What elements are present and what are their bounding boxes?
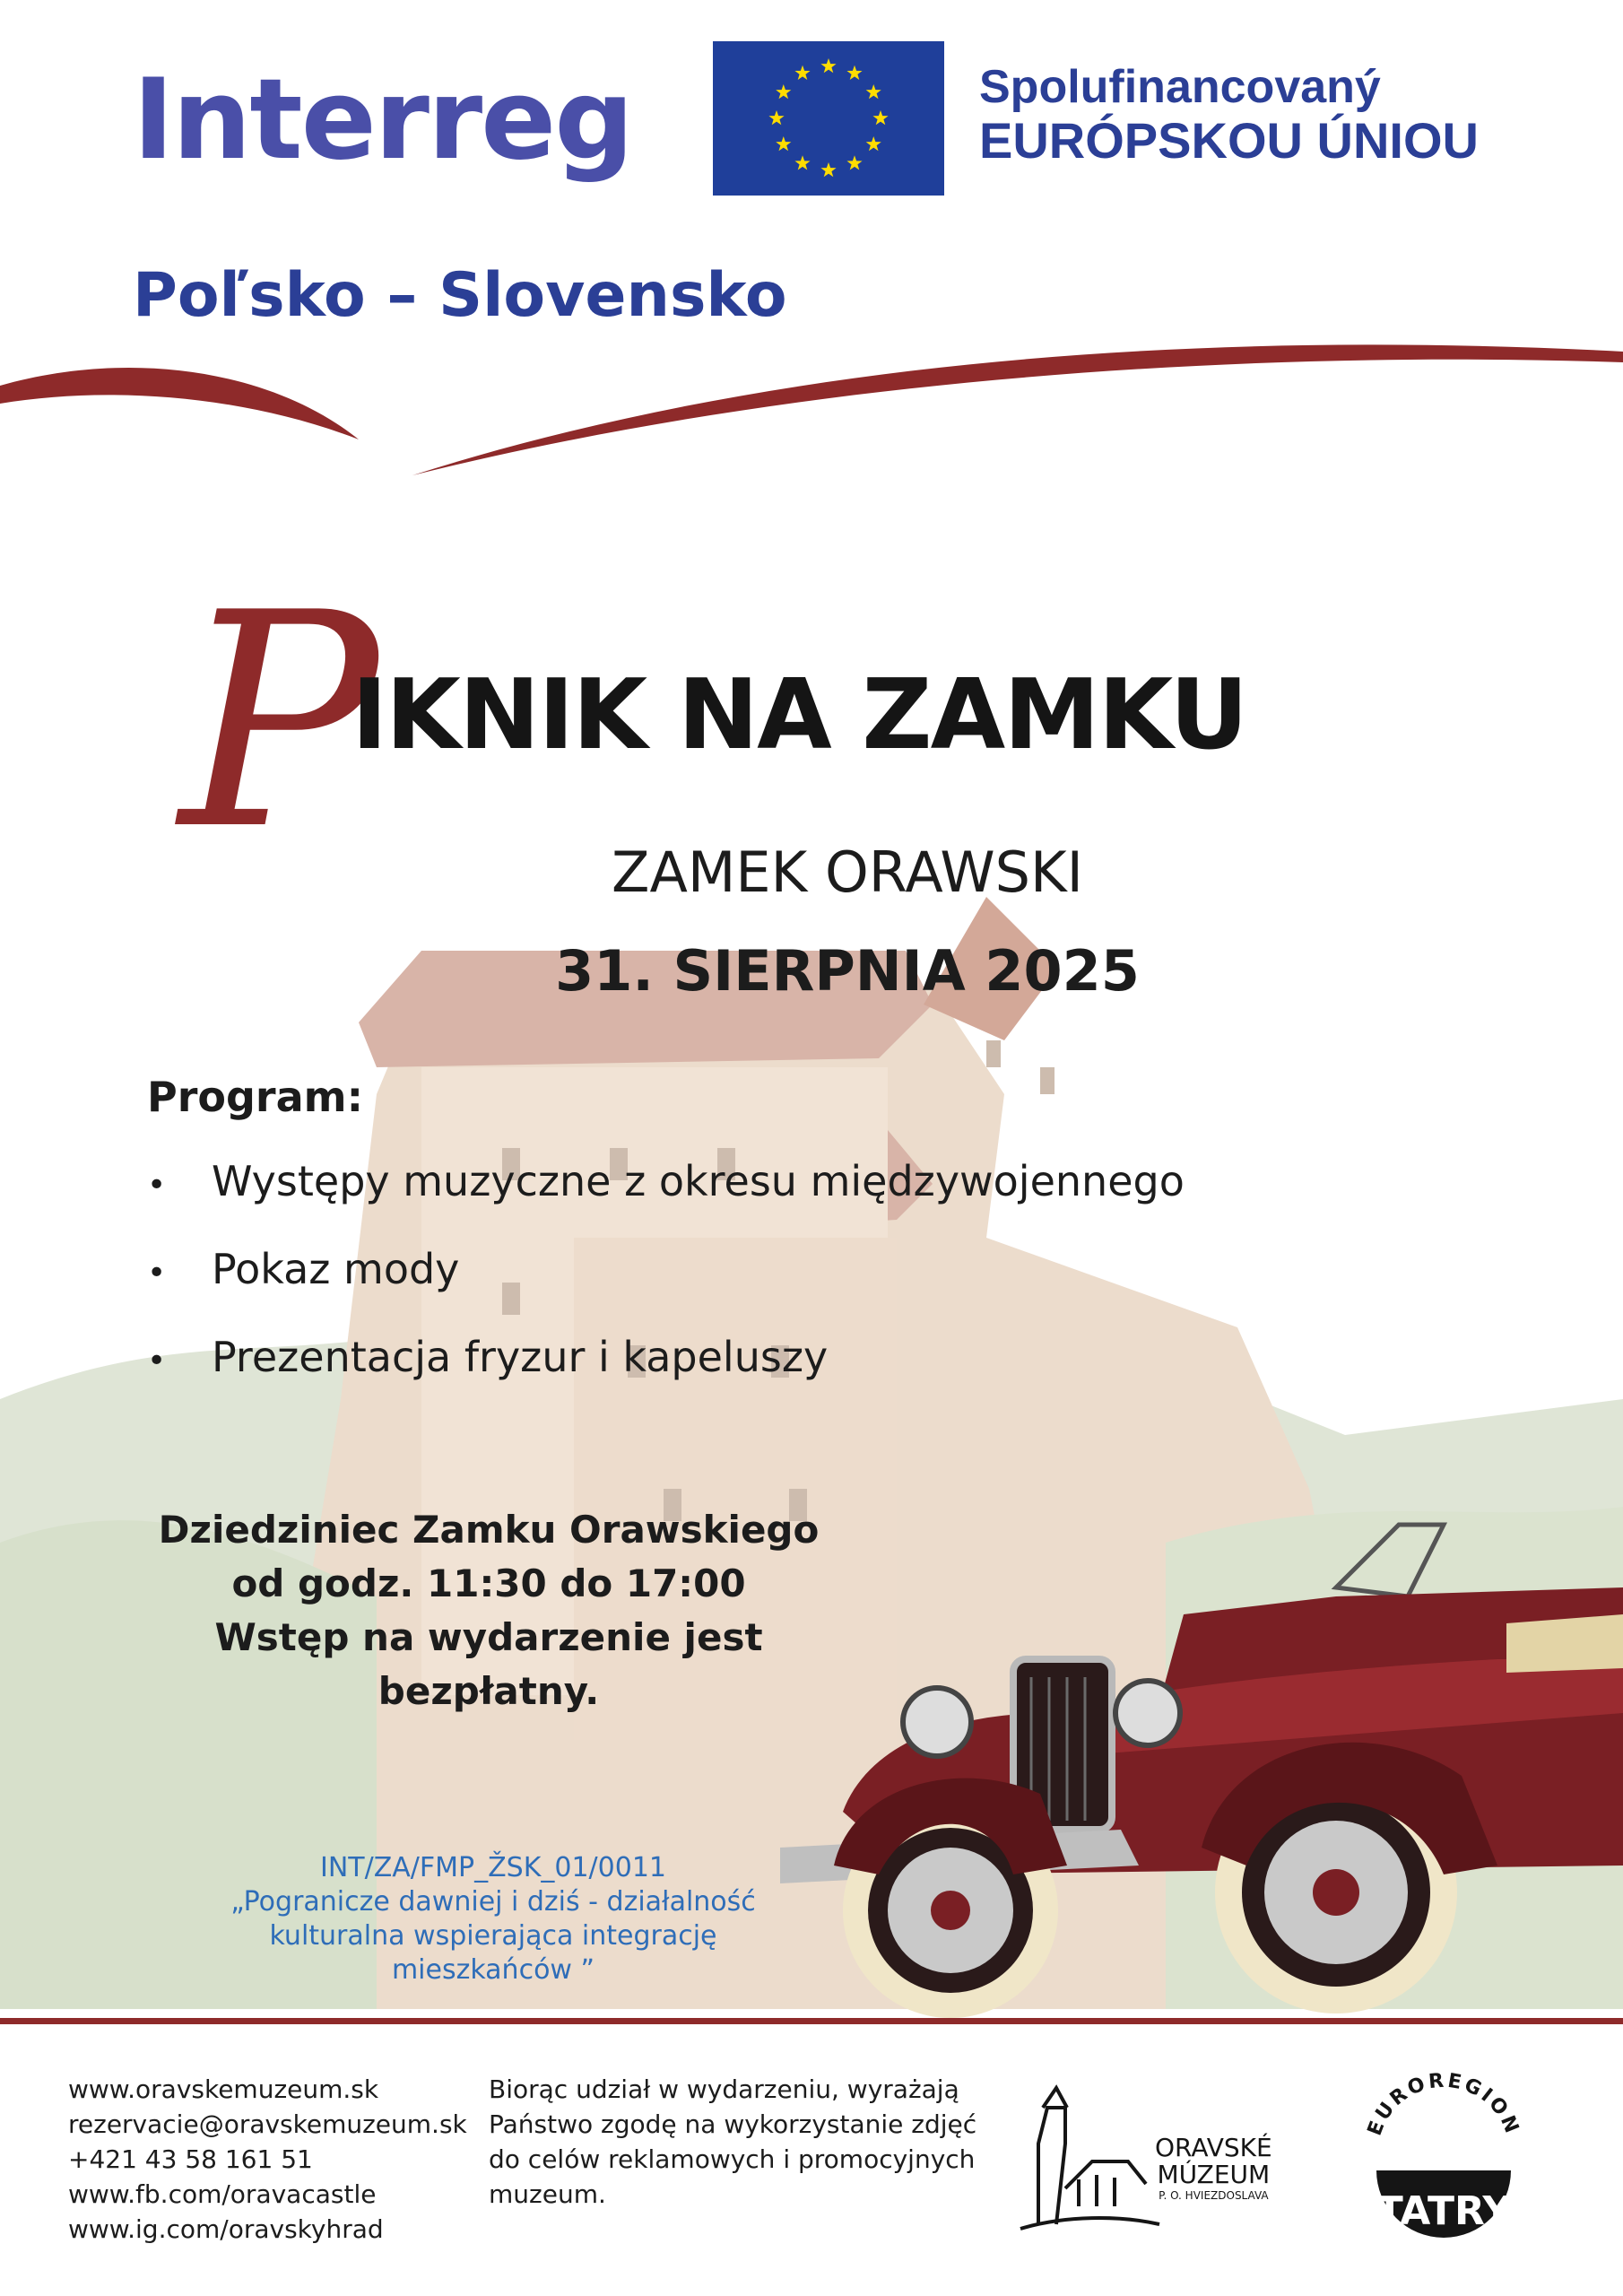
svg-text:EUROREGION [1364, 2069, 1523, 2138]
project-code: INT/ZA/FMP_ŽSK_01/0011 [319, 1852, 667, 1883]
program-item: • Występy muzyczne z okresu międzywojennego [147, 1157, 1185, 1245]
project-name-line1: „Pogranicze dawniej i dziś - działalność [230, 1886, 756, 1918]
project-info [135, 1851, 852, 1987]
program-list [147, 1157, 1185, 1421]
program-item: • Pokaz mody [147, 1245, 1185, 1333]
contact-instagram[interactable]: www.ig.com/oravskyhrad [68, 2214, 384, 2244]
cofinanced-line1: Spolufinancovaný [979, 61, 1381, 113]
museum-name-line1: ORAVSKÉ [1155, 2133, 1272, 2162]
event-entry: Wstęp na wydarzenie jest bezpłatny. [214, 1615, 763, 1713]
contact-website[interactable]: www.oravskemuzeum.sk [68, 2074, 379, 2104]
title-decorative-initial: P [179, 550, 379, 894]
program-region: Poľsko – Slovensko [133, 260, 787, 331]
photo-consent-notice [489, 2072, 991, 2212]
project-name-line2: kulturalna wspierająca integrację [269, 1920, 717, 1952]
event-venue: ZAMEK ORAWSKI [612, 839, 1083, 905]
consent-line: Państwo zgodę na wykorzystanie zdjęć [489, 2109, 977, 2139]
cofinanced-by-eu [979, 61, 1479, 170]
event-hours: od godz. 11:30 do 17:00 [231, 1561, 746, 1605]
consent-line: do celów reklamowych i promocyjnych [489, 2144, 976, 2174]
program-heading: Program: [147, 1073, 363, 1121]
event-date: 31. SIERPNIA 2025 [555, 938, 1140, 1004]
museum-name [1155, 2135, 1272, 2203]
museum-name-line3: P. O. HVIEZDOSLAVA [1159, 2189, 1269, 2202]
contact-list [68, 2072, 467, 2247]
contact-email[interactable]: rezervacie@oravskemuzeum.sk [68, 2109, 467, 2139]
eu-flag-icon [713, 41, 944, 196]
contact-facebook[interactable]: www.fb.com/oravacastle [68, 2179, 377, 2209]
tatry-word: TATRY [1376, 2188, 1512, 2234]
footer-divider [0, 2018, 1623, 2024]
vintage-car-illustration [780, 1489, 1623, 2027]
event-location: Dziedziniec Zamku Orawskiego [158, 1508, 820, 1552]
castle-logo-icon [1011, 2081, 1164, 2233]
program-item: • Prezentacja fryzur i kapeluszy [147, 1333, 1185, 1421]
cofinanced-line2: EURÓPSKOU ÚNIOU [979, 112, 1479, 170]
contact-phone: +421 43 58 161 51 [68, 2144, 313, 2174]
museum-name-line2: MÚZEUM [1157, 2160, 1271, 2189]
header-swoosh [0, 332, 1623, 493]
consent-line: muzeum. [489, 2179, 606, 2209]
euroregion-word: EUROREGION [1363, 2069, 1524, 2139]
consent-line: Biorąc udział w wydarzeniu, wyrażają [489, 2074, 959, 2104]
event-details [108, 1503, 870, 1718]
oravske-muzeum-logo [1011, 2081, 1298, 2233]
project-name-line3: mieszkańców ” [391, 1954, 595, 1986]
euroregion-tatry-logo [1358, 2063, 1529, 2242]
interreg-logo: Interreg [133, 56, 632, 185]
event-title: IKNIK NA ZAMKU [352, 659, 1247, 771]
